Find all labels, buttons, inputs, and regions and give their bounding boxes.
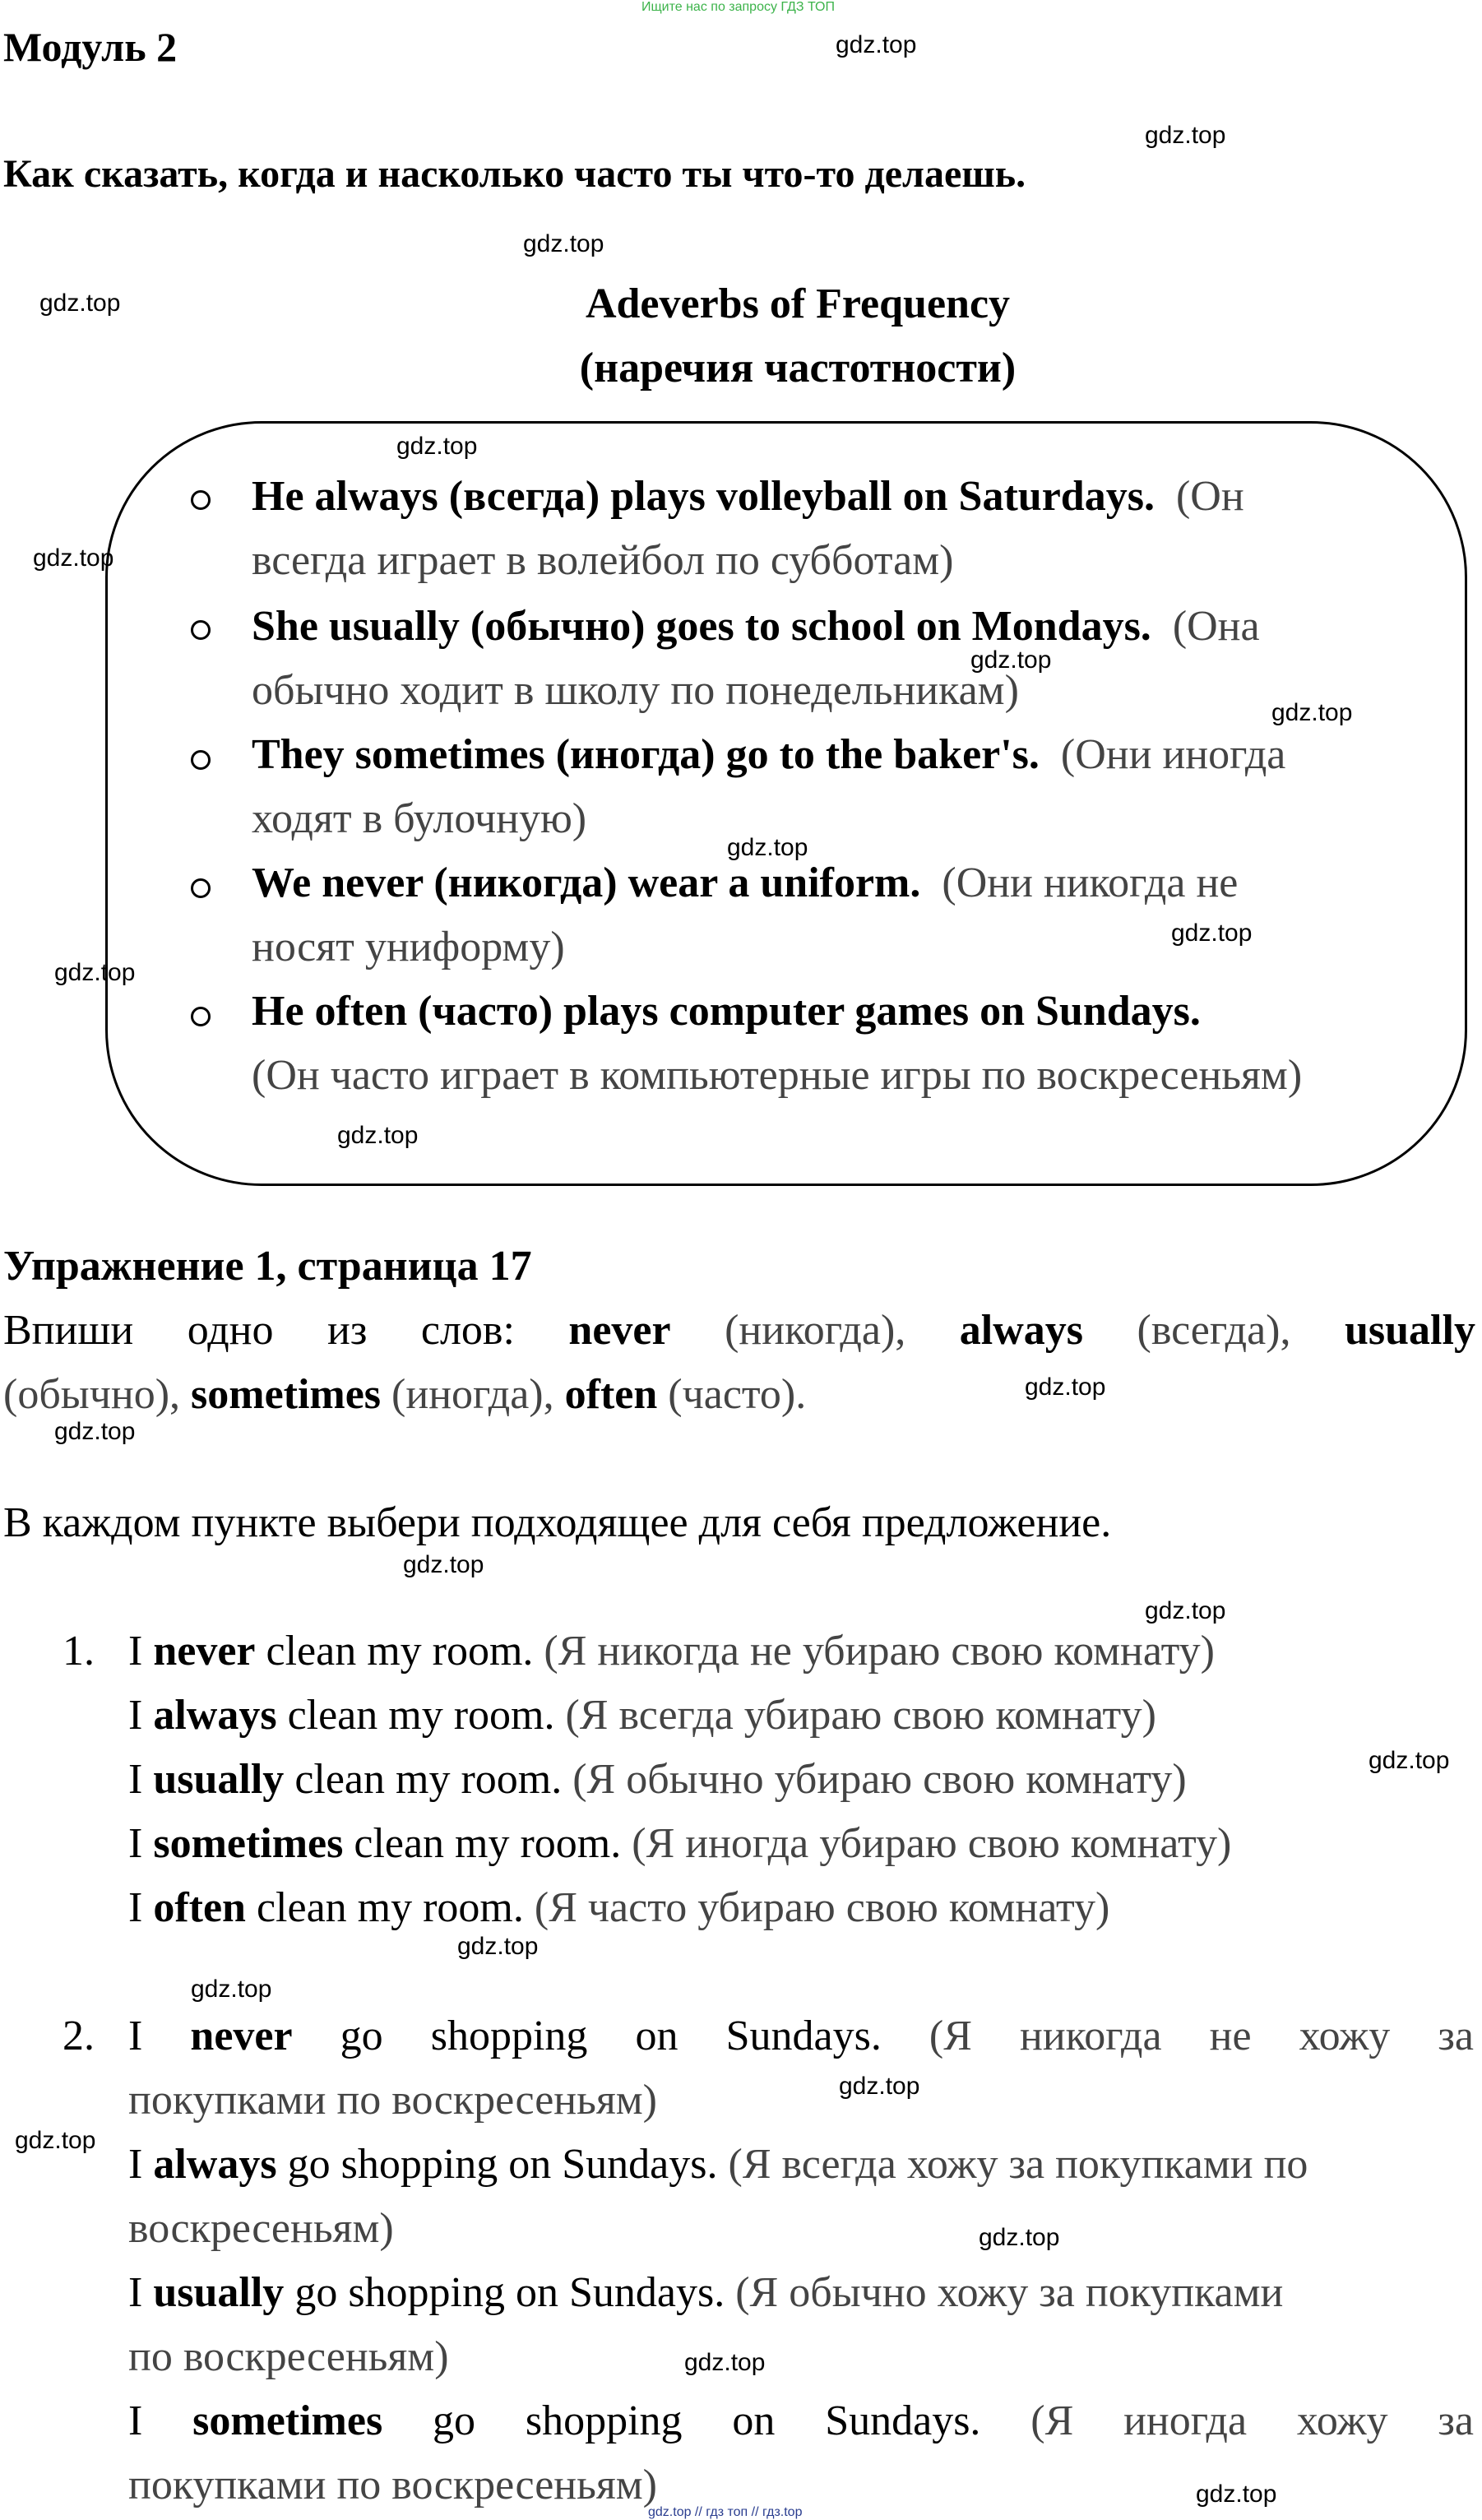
watermark: gdz.top <box>1025 1373 1106 1401</box>
watermark: gdz.top <box>54 1418 136 1445</box>
answer-line: I always go shopping on Sundays. (Я всегда хожу за покупками по <box>128 2141 1308 2188</box>
watermark: gdz.top <box>1271 699 1353 726</box>
watermark: gdz.top <box>33 544 114 572</box>
footer-note: gdz.top // гдз топ // гдз.top <box>648 2505 803 2519</box>
answer-line-cont: покупками по воскресеньям) <box>128 2462 657 2508</box>
item-number: 1. <box>63 1628 95 1675</box>
rule-line-ru: обычно ходит в школу по понедельникам) <box>252 667 1019 714</box>
rule-line-ru: ходят в булочную) <box>252 795 587 842</box>
watermark: gdz.top <box>39 290 121 317</box>
rule-line: They sometimes (иногда) go to the baker's. (Они иногда <box>252 731 1286 778</box>
watermark: gdz.top <box>1145 122 1226 149</box>
watermark: gdz.top <box>836 31 917 58</box>
watermark: gdz.top <box>337 1122 419 1149</box>
answer-line-cont: по воскресеньям) <box>128 2333 449 2380</box>
answer-line: I sometimes clean my room. (Я иногда убираю свою комнату) <box>128 1820 1232 1867</box>
watermark: gdz.top <box>191 1976 272 2003</box>
page-subtitle: Как сказать, когда и насколько часто ты что-то делаешь. <box>3 152 1026 196</box>
watermark: gdz.top <box>403 1551 484 1578</box>
rule-line: He often (часто) plays computer games on Sundays. <box>252 988 1201 1035</box>
answer-line-cont: воскресеньям) <box>128 2205 394 2252</box>
answer-line: I never clean my room. (Я никогда не убираю свою комнату) <box>128 1628 1215 1675</box>
answer-line: I usually clean my room. (Я обычно убираю свою комнату) <box>128 1756 1187 1803</box>
bullet-icon <box>191 878 211 898</box>
watermark: gdz.top <box>523 230 604 257</box>
answer-line: I sometimes go shopping on Sundays. (Я иногда хожу за <box>128 2397 1474 2444</box>
bullet-icon <box>191 620 211 640</box>
instruction-line: Впиши одно из слов: never (никогда), always (всегда), usually <box>3 1307 1475 1354</box>
bullet-icon <box>191 1007 211 1026</box>
rule-line-ru: всегда играет в волейбол по субботам) <box>252 537 954 584</box>
bullet-icon <box>191 750 211 770</box>
exercise-title: Упражнение 1, страница 17 <box>3 1243 532 1290</box>
grammar-title-ru: (наречия частотности) <box>579 345 1017 391</box>
module-title: Модуль 2 <box>3 24 178 70</box>
watermark: gdz.top <box>1145 1597 1226 1624</box>
watermark: gdz.top <box>457 1933 539 1960</box>
rule-line: She usually (обычно) goes to school on Mondays. (Она <box>252 603 1260 650</box>
watermark: gdz.top <box>1369 1747 1450 1774</box>
watermark: gdz.top <box>970 646 1052 674</box>
watermark: gdz.top <box>684 2349 766 2376</box>
grammar-title: Adeverbs of Frequency <box>585 280 1011 327</box>
rule-line: He always (всегда) plays volleyball on Saturdays. (Он <box>252 473 1244 520</box>
choose-instruction: В каждом пункте выбери подходящее для себя предложение. <box>3 1499 1112 1546</box>
watermark: gdz.top <box>979 2224 1060 2251</box>
item-number: 2. <box>63 2013 95 2059</box>
watermark: gdz.top <box>54 959 136 986</box>
watermark: gdz.top <box>839 2073 920 2100</box>
answer-line: I usually go shopping on Sundays. (Я обычно хожу за покупками <box>128 2269 1284 2316</box>
answer-line: I never go shopping on Sundays. (Я никогда не хожу за <box>128 2013 1474 2059</box>
answer-line: I often clean my room. (Я часто убираю свою комнату) <box>128 1884 1110 1931</box>
rule-line-ru: (Он часто играет в компьютерные игры по воскресеньям) <box>252 1052 1303 1099</box>
bullet-icon <box>191 490 211 510</box>
watermark: gdz.top <box>1171 920 1253 947</box>
answer-line-cont: покупками по воскресеньям) <box>128 2077 657 2124</box>
watermark: gdz.top <box>1196 2481 1277 2508</box>
rule-line-ru: носят униформу) <box>252 924 565 970</box>
answer-line: I always clean my room. (Я всегда убираю свою комнату) <box>128 1692 1156 1739</box>
watermark: gdz.top <box>727 834 808 861</box>
top-note: Ищите нас по запросу ГДЗ ТОП <box>641 0 835 14</box>
instruction-line: (обычно), sometimes (иногда), often (часто). <box>3 1371 807 1418</box>
rule-line: We never (никогда) wear a uniform. (Они никогда не <box>252 859 1239 906</box>
watermark: gdz.top <box>396 433 478 460</box>
watermark: gdz.top <box>15 2127 96 2154</box>
